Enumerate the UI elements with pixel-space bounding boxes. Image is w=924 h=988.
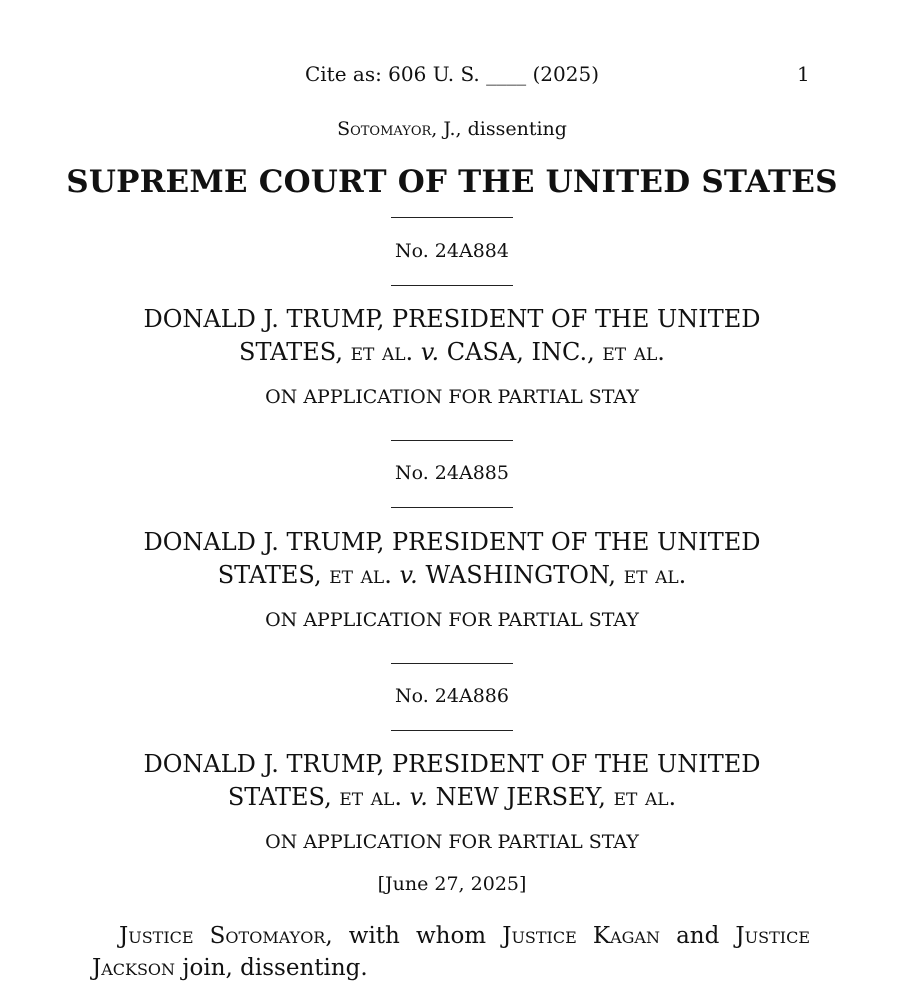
caption-line <box>0 781 904 814</box>
caption-versus: v. <box>413 338 440 366</box>
caption-versus: v. <box>401 783 428 811</box>
justice-name: Justice Jackson <box>92 923 811 981</box>
caption-et-al: et al. <box>350 338 414 366</box>
decision-date: [June 27, 2025] <box>377 873 527 895</box>
divider-rule <box>391 730 513 731</box>
author-line <box>0 118 904 140</box>
author-suffix: , J., dissenting <box>431 118 567 140</box>
justice-name: Justice Kagan <box>502 923 660 949</box>
author-name: Sotomayor <box>337 118 432 140</box>
divider-rule <box>391 440 513 441</box>
caption-versus: v. <box>391 561 418 589</box>
case-caption <box>0 748 904 814</box>
docket-number: No. 24A886 <box>395 685 509 707</box>
body-text: , with whom <box>325 923 503 949</box>
application-line: ON APPLICATION FOR PARTIAL STAY <box>265 609 639 631</box>
page-number: 1 <box>797 62 810 86</box>
caption-line <box>0 336 904 369</box>
caption-part: STATES, <box>239 338 351 366</box>
body-text: join, dissenting. <box>175 955 368 981</box>
justice-name: Justice Sotomayor <box>119 923 326 949</box>
opening-paragraph <box>92 920 810 984</box>
caption-et-al: et al. <box>613 783 677 811</box>
divider-rule <box>391 507 513 508</box>
body-text: and <box>659 923 736 949</box>
caption-part: STATES, <box>217 561 330 589</box>
caption-et-al: et al. <box>339 783 402 811</box>
docket-number: No. 24A884 <box>395 240 509 262</box>
caption-part: STATES, <box>227 783 340 811</box>
case-caption <box>0 526 904 592</box>
divider-rule <box>391 285 513 286</box>
caption-line: DONALD J. TRUMP, PRESIDENT OF THE UNITED <box>143 750 761 778</box>
application-line: ON APPLICATION FOR PARTIAL STAY <box>265 386 639 408</box>
caption-et-al: et al. <box>602 338 665 366</box>
divider-rule <box>391 663 513 664</box>
caption-et-al: et al. <box>329 561 392 589</box>
application-line: ON APPLICATION FOR PARTIAL STAY <box>265 831 639 853</box>
court-title: SUPREME COURT OF THE UNITED STATES <box>66 164 838 200</box>
caption-party: NEW JERSEY, <box>427 783 614 811</box>
caption-line <box>0 559 904 592</box>
caption-et-al: et al. <box>623 561 687 589</box>
caption-line: DONALD J. TRUMP, PRESIDENT OF THE UNITED <box>143 305 761 333</box>
docket-number: No. 24A885 <box>395 462 509 484</box>
caption-party: WASHINGTON, <box>417 561 624 589</box>
citation-line: Cite as: 606 U. S. ____ (2025) <box>304 62 600 86</box>
caption-line: DONALD J. TRUMP, PRESIDENT OF THE UNITED <box>143 528 761 556</box>
caption-party: CASA, INC., <box>439 338 603 366</box>
divider-rule <box>391 217 513 218</box>
case-caption <box>0 303 904 369</box>
